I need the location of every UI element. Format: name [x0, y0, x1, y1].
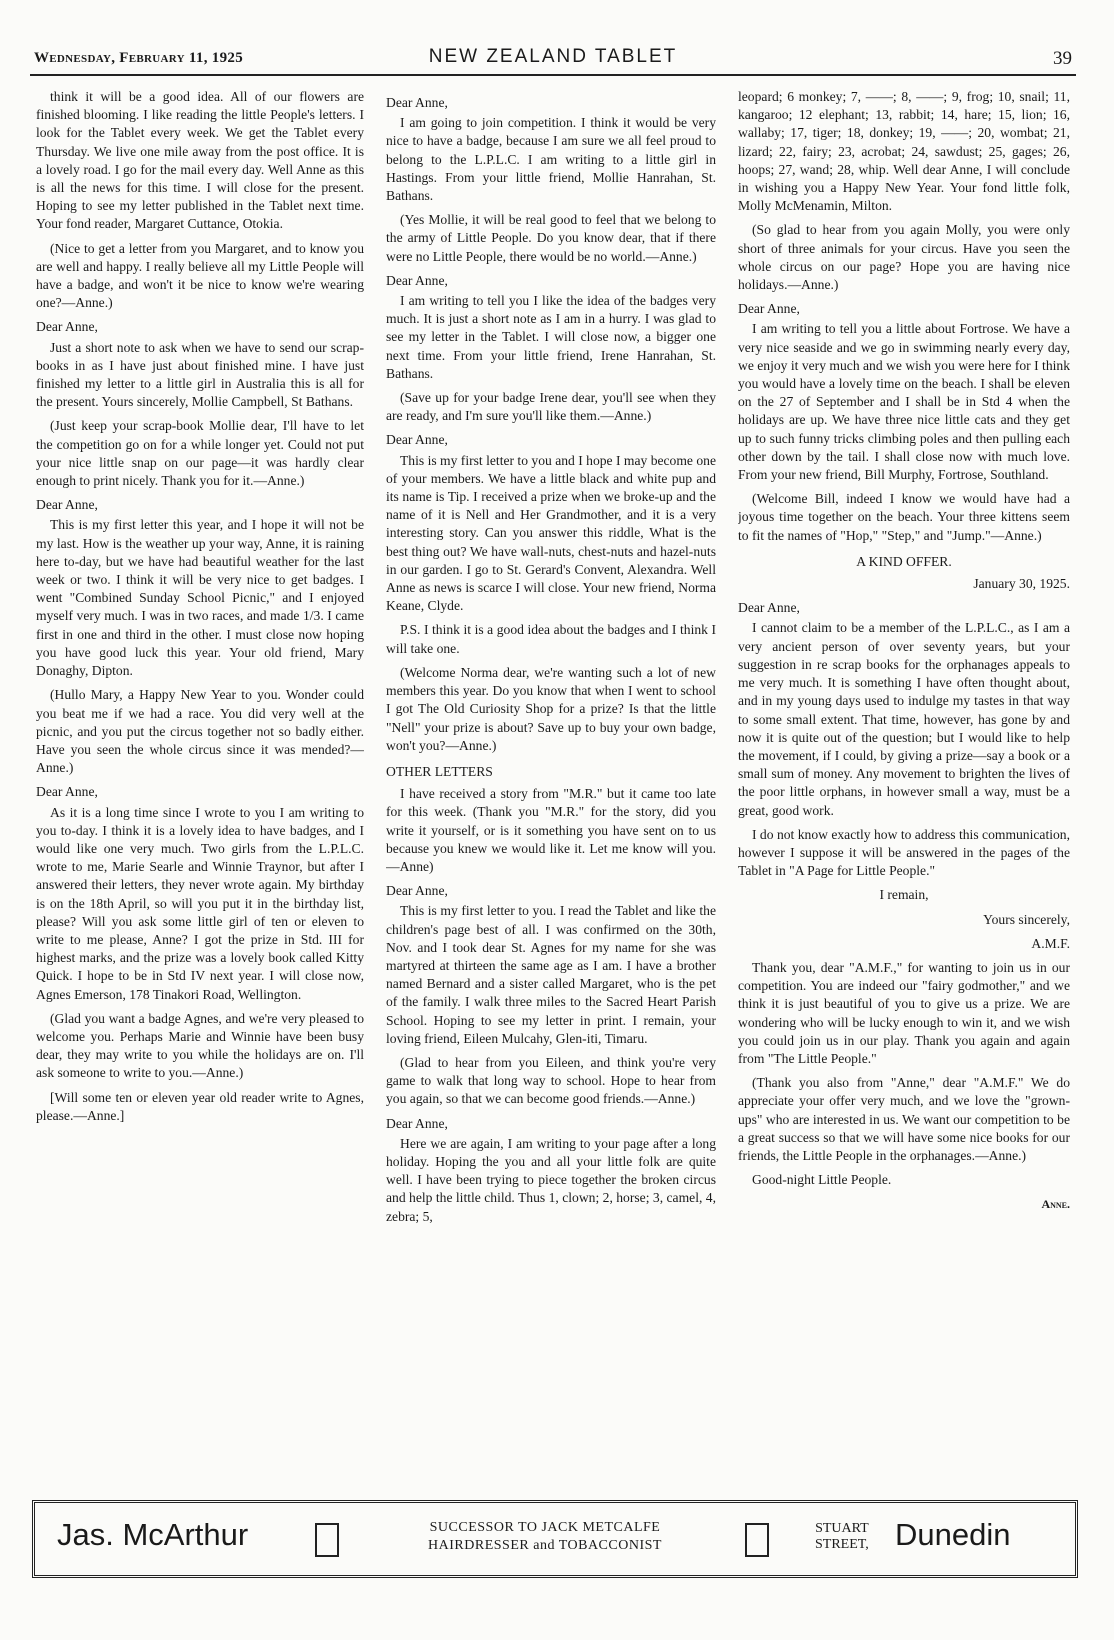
- salutation: Dear Anne,: [738, 600, 800, 616]
- street-line-2: STREET,: [815, 1537, 869, 1552]
- ad-line-1: SUCCESSOR TO JACK METCALFE: [429, 1520, 661, 1535]
- ornament-box: [745, 1523, 769, 1557]
- editor-reply: (Thank you also from "Anne," dear "A.M.F." We do appreciate your offer very much, and we love the "grown-ups" who are interested in us. We want our competition to be a great success so that we will have some nice books for our friends, the Little People in the orphanages.—Anne.): [738, 1075, 1070, 1163]
- editor-reply: (Glad to hear from you Eileen, and think you're very game to walk that long way to school. Hope to hear from you again, so that we can become good friends.—Anne.): [386, 1054, 716, 1107]
- column-1: [36, 88, 364, 1488]
- letter-text: leopard; 6 monkey; 7, ——; 8, ——; 9, frog; 10, snail; 11, kangaroo; 12 elephant; 13, rabbit; 14, hare; 15, lion; 16, wallaby; 17, tiger; 18, donkey; 19, ——; 20, wombat; 21, lizard; 22, fairy; 23, acrobat; 24, sawdust; 25, gages; 26, hoops; 27, wand; 28, whip. Well dear Anne, I will conclude in wishing you a Happy New Year. Your fond little folk, Molly McMenamin, Milton.: [738, 89, 1070, 214]
- letter-text: This is my first letter to you. I read the Tablet and like the children's page best of all. I was confirmed on the 30th, Nov. and I took dear St. Agnes for my name for she was martyred at thirteen the same age as I am. I have a brother named Bernard and a sister called Margaret, who is the pet of the family. I walk three miles to the Sacred Heart Parish School. Hoping to see my letter in print. I remain, your loving friend, Eileen Mulcahy, Glen-iti, Timaru.: [386, 903, 716, 1046]
- postscript: P.S. I think it is a good idea about the badges and I think I will take one.: [386, 622, 716, 656]
- page-header: [30, 44, 1076, 76]
- salutation: Dear Anne,: [36, 497, 98, 513]
- salutation: Dear Anne,: [738, 301, 800, 317]
- salutation: Dear Anne,: [386, 272, 448, 288]
- letter-text: Here we are again, I am writing to your page after a long holiday. Hoping the you and all your little folk are quite well. I have been trying to piece together the broken circus and help the little child. Thus 1, clown; 2, horse; 3, camel, 4, zebra; 5,: [386, 1135, 716, 1224]
- publication-title: NEW ZEALAND TABLET: [428, 46, 678, 67]
- street-line-1: STUART: [815, 1521, 869, 1536]
- salutation: Dear Anne,: [36, 784, 98, 800]
- salutation: Dear Anne,: [386, 432, 448, 448]
- advertiser-street: [815, 1521, 869, 1553]
- letter-text: I cannot claim to be a member of the L.P.L.C., as I am a very ancient person of over seventy years, but your suggestion in re scrap books for the orphanages appeals to me very much. It is something I have often thought about, and in my young days used to indulge my tastes in that way to some small extent. That time, however, has gone by and now it is quite out of the question; but I would like to help the movement, if I could, by giving a prize—say a book or a small sum of money. Any movement to brighten the lives of the poor little orphans, in however small a way, must be a great, good work.: [738, 620, 1070, 818]
- letter-text: Just a short note to ask when we have to send our scrap-books in as I have just about finished mine. I have just finished my letter to a little girl in Australia this is all for the present. Yours sincerely, Mollie Campbell, St Bathans.: [36, 339, 364, 410]
- advertisement: [32, 1500, 1078, 1578]
- page-number: 39: [1053, 48, 1072, 69]
- ornament-box: [315, 1523, 339, 1557]
- signature: A.M.F.: [1031, 935, 1070, 951]
- editor-reply: (Welcome Norma dear, we're wanting such a lot of new members this year. Do you know that when I went to school I got The Old Curiosity Shop for a prize? Is that the little "Nell" your prize is about? Save up to buy your own badge, won't you?—Anne.): [386, 664, 716, 753]
- section-heading: OTHER LETTERS: [386, 763, 493, 779]
- advertiser-city: Dunedin: [895, 1517, 1011, 1552]
- salutation: Dear Anne,: [36, 319, 98, 335]
- editor-reply: (So glad to hear from you again Molly, you were only short of three animals for your circus. Have you seen the whole circus on our page? Hope you are having nice holidays.—Anne.): [738, 222, 1070, 293]
- editor-reply: (Yes Mollie, it will be real good to feel that we belong to the army of Little People. Do you know dear, that if there were no Little People, there would be no world.—Anne.): [386, 212, 716, 264]
- editor-reply: (Welcome Bill, indeed I know we would have had a joyous time together on the beach. Your three kittens seem to fit the names of "Hop," "Step," and "Jump."—Anne.): [738, 491, 1070, 543]
- editor-reply: (Nice to get a letter from you Margaret, and to know you are well and happy. I really believe all my Little People will have a badge, and won't it be nice to know we're wearing one?—Anne.): [36, 240, 364, 311]
- advertiser-name: Jas. McArthur: [57, 1517, 249, 1552]
- salutation: Dear Anne,: [386, 883, 448, 899]
- closing: I remain,: [879, 887, 929, 903]
- column-2: [386, 88, 716, 1488]
- goodnight: Good-night Little People.: [752, 1172, 892, 1188]
- letter-text: This is my first letter to you and I hope I may become one of your members. We have a little black and white pup and its name is Tip. I received a prize when we broke-up and the name of it is Nell and Her Grandmother, and it is a very interesting story. Can you answer this riddle, What is the best thing out? We have wall-nuts, chest-nuts and hazel-nuts in our garden. I go to St. Gerard's Convent, Alexandra. Well Anne as news is scarce I will close. Your new friend, Norma Keane, Clyde.: [386, 452, 716, 614]
- letter-text: I am going to join competition. I think it would be very nice to have a badge, because I am sure we all feel proud to belong to the L.P.L.C. I am writing to a little girl in Hastings. From your little friend, Mollie Hanrahan, St. Bathans.: [386, 115, 716, 204]
- editor-reply: Thank you, dear "A.M.F.," for wanting to join us in our competition. You are indeed our "fairy godmother," and we think it is just beautiful of you to give us a prize. We are wondering who will be lucky enough to win it, and we wish you could join us in our play. Thank you again and again from "The Little People.": [738, 959, 1070, 1066]
- editor-reply: (Just keep your scrap-book Mollie dear, I'll have to let the competition go on for a while longer yet. Could not put your nice little snap on our page—it was hardly clear enough to print nicely. Thank you for it.—Anne.): [36, 418, 364, 489]
- editor-reply: (Save up for your badge Irene dear, you'll see when they are ready, and I'm sure you'll like them.—Anne.): [386, 390, 716, 424]
- closing: Yours sincerely,: [983, 911, 1070, 927]
- editor-reply: (Glad you want a badge Agnes, and we're very pleased to welcome you. Perhaps Marie and Winnie have been busy dear, they may write to you while the holidays are on. I'll ask someone to write to you.—Anne.): [36, 1010, 364, 1081]
- letter-text: This is my first letter this year, and I hope it will not be my last. How is the weather up your way, Anne, it is raining here to-day, but we have had beautiful weather for the last week or two. I think it will be very nice to get badges. I went "Combined Sunday School Picnic," and I enjoyed myself very much. I was in two races, and made 1/3. I came first in one and third in the other. I must close now hoping you have good luck this year. Your old friend, Mary Donaghy, Dipton.: [36, 517, 364, 679]
- editor-signoff: Anne.: [1041, 1197, 1070, 1212]
- section-heading: A KIND OFFER.: [856, 553, 952, 569]
- letter-text: As it is a long time since I wrote to you I am writing to you to-day. I think it is a lovely idea to have badges, and I would like one very much. Two girls from the L.P.L.C. wrote to me, Marie Searle and Winnie Traynor, but after I answered their letters, they never wrote again. My birthday is on the 18th April, so will you put it in the birthday list, please? Will you ask some little girl of ten or eleven to write to me please, Anne? I got the prize in Std. III for highest marks, and the prize was a lovely book called Kitty Quick. I hope to be in Std IV next year. I will close now, Agnes Emerson, 178 Tinakori Road, Wellington.: [36, 804, 364, 1002]
- salutation: Dear Anne,: [386, 95, 448, 110]
- letter-text: I have received a story from "M.R." but it came too late for this week. (Thank you "M.R." for the story, did you write it yourself, or is it something you have sent on to us because you knew we would like it. Let me know will you.—Anne): [386, 786, 716, 874]
- letter-text: think it will be a good idea. All of our flowers are finished blooming. I like reading the little People's letters. I look for the Tablet every week. We get the Tablet every Thursday. We live one mile away from the post office. It is a lovely road. I go for the mail every day. Well Anne as this is all the news for this time. I will close for the present. Hoping to see my letter published in the Tablet next time. Your fond reader, Margaret Cuttance, Otokia.: [36, 89, 364, 232]
- ad-line-2: HAIRDRESSER and TOBACCONIST: [428, 1538, 662, 1553]
- letter-date: January 30, 1925.: [973, 576, 1070, 592]
- letter-text: I am writing to tell you I like the idea of the badges very much. It is just a short note as I am in a hurry. I was glad to see my letter in the Tablet. I will close now, a bigger one next time. From your little friend, Irene Hanrahan, St. Bathans.: [386, 293, 716, 381]
- editor-reply: (Hullo Mary, a Happy New Year to you. Wonder could you beat me if we had a race. You did very well at the picnic, and you put the circus together not so badly either. Have you seen the whole circus since it was mended?—Anne.): [36, 687, 364, 776]
- column-3: [738, 88, 1070, 1488]
- issue-date: Wednesday, February 11, 1925: [34, 50, 243, 66]
- editor-note: [Will some ten or eleven year old reader write to Agnes, please.—Anne.]: [36, 1089, 364, 1123]
- salutation: Dear Anne,: [386, 1115, 448, 1131]
- letter-text: I do not know exactly how to address this communication, however I suppose it will be answered in the pages of the Tablet in "A Page for Little People.": [738, 826, 1070, 879]
- letter-text: I am writing to tell you a little about Fortrose. We have a very nice seaside and we go in swimming nearly every day, we enjoy it very much and we wish you were here for I think you would have a lovely time on the beach. I shall be eleven on the 27 of September and I shall be in Std 4 when the holidays are up. We have three nice little cats and they get up to such funny tricks climbing poles and then pulling each other down by the tail. I shall close now with much love. From your new friend, Bill Murphy, Fortrose, Southland.: [738, 321, 1070, 483]
- advertiser-trade: [395, 1519, 695, 1555]
